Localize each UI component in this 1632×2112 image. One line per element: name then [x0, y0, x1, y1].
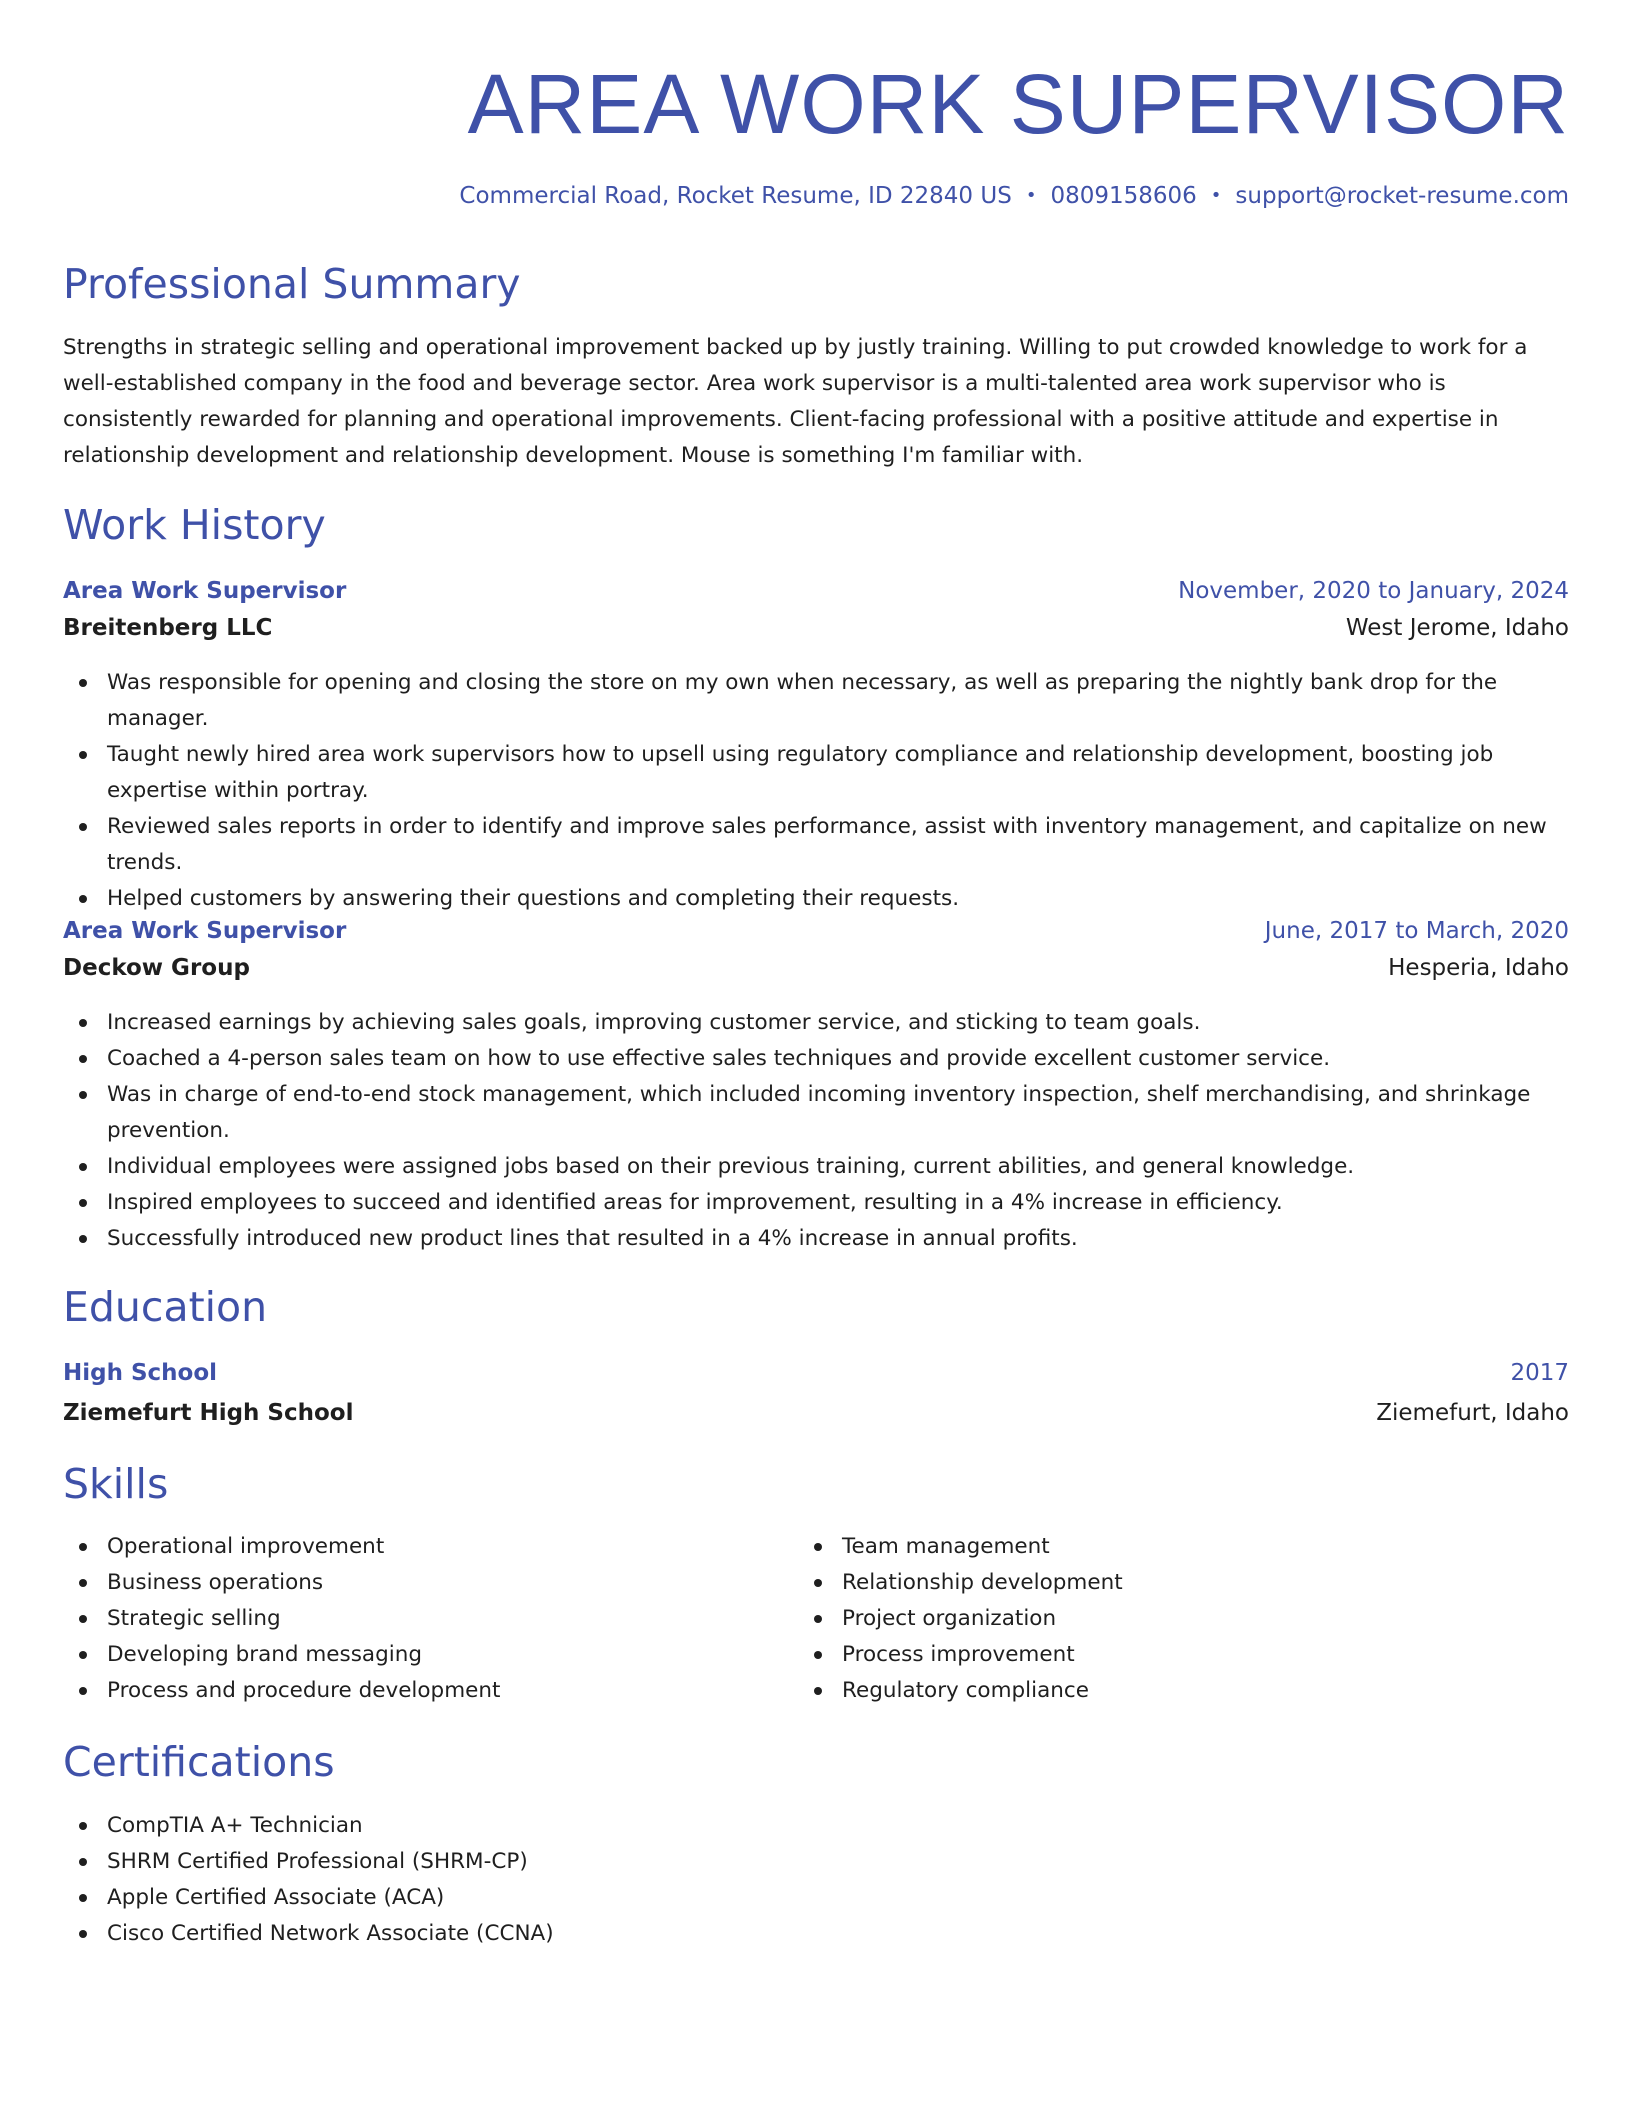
- list-item: Taught newly hired area work supervisors how to upsell using regulatory compliance and relationship development, boosting job expertise within portray.: [107, 737, 1569, 809]
- list-item: Reviewed sales reports in order to identify and improve sales performance, assist with inventory management, and capitalize on new trends.: [107, 809, 1569, 881]
- contact-address: Commercial Road, Rocket Resume, ID 22840 US: [459, 183, 1012, 209]
- list-item: Regulatory compliance: [842, 1673, 1538, 1709]
- list-item: Helped customers by answering their questions and completing their requests.: [107, 881, 1569, 917]
- job-2-header: [63, 915, 1569, 947]
- job-role: Area Work Supervisor: [63, 578, 347, 604]
- list-item: Strategic selling: [107, 1601, 803, 1637]
- education-location: Ziemefurt, Idaho: [1376, 1400, 1569, 1426]
- list-item: Apple Certified Associate (ACA): [107, 1880, 1569, 1916]
- list-item: Cisco Certified Network Associate (CCNA): [107, 1916, 1569, 1952]
- list-item: Was responsible for opening and closing the store on my own when necessary, as well as preparing the nightly bank drop for the manager.: [107, 665, 1569, 737]
- section-title-summary: Professional Summary: [63, 260, 521, 308]
- list-item: Process improvement: [842, 1637, 1538, 1673]
- list-item: Individual employees were assigned jobs based on their previous training, current abilities, and general knowledge.: [107, 1149, 1569, 1185]
- section-title-education: Education: [63, 1283, 268, 1331]
- job-role: Area Work Supervisor: [63, 918, 347, 944]
- job-location: Hesperia, Idaho: [1388, 955, 1569, 981]
- list-item: Operational improvement: [107, 1529, 803, 1565]
- education-header: [63, 1357, 1569, 1389]
- education-school: Ziemefurt High School: [63, 1400, 354, 1426]
- contact-separator: •: [1025, 185, 1037, 206]
- summary-text: Strengths in strategic selling and operational improvement backed up by justly training. Willing to put crowded knowledge to work for a well-established company in the food and beverage sector. Area work supervisor is a multi-talented area work supervisor who is consistently rewarded for planning and operational improvements. Client-facing professional with a positive attitude and expertise in relationship development and relationship development. Mouse is something I'm familiar with.: [63, 335, 1528, 468]
- education-degree: High School: [63, 1360, 218, 1386]
- job-1-bullets: [63, 665, 1569, 917]
- job-2-company-row: [63, 952, 1569, 984]
- contact-phone: 0809158606: [1050, 183, 1197, 209]
- skills-list-left: [63, 1529, 803, 1709]
- job-dates: June, 2017 to March, 2020: [1264, 918, 1569, 944]
- list-item: Project organization: [842, 1601, 1538, 1637]
- section-title-certifications: Certifications: [63, 1738, 335, 1786]
- list-item: Developing brand messaging: [107, 1637, 803, 1673]
- list-item: Coached a 4-person sales team on how to use effective sales techniques and provide excellent customer service.: [107, 1041, 1569, 1077]
- contact-email[interactable]: support@rocket-resume.com: [1235, 183, 1569, 209]
- job-dates: November, 2020 to January, 2024: [1178, 578, 1569, 604]
- resume-name: AREA WORK SUPERVISOR: [467, 57, 1569, 151]
- section-title-skills: Skills: [63, 1460, 169, 1508]
- list-item: Successfully introduced new product lines that resulted in a 4% increase in annual profits.: [107, 1221, 1569, 1257]
- list-item: Was in charge of end-to-end stock management, which included incoming inventory inspection, shelf merchandising, and shrinkage prevention.: [107, 1077, 1569, 1149]
- list-item: Increased earnings by achieving sales goals, improving customer service, and sticking to team goals.: [107, 1005, 1569, 1041]
- certifications-list: [63, 1808, 1569, 1952]
- list-item: Inspired employees to succeed and identified areas for improvement, resulting in a 4% increase in efficiency.: [107, 1185, 1569, 1221]
- list-item: SHRM Certified Professional (SHRM-CP): [107, 1844, 1569, 1880]
- contact-separator: •: [1210, 185, 1222, 206]
- section-title-work-history: Work History: [63, 501, 326, 549]
- education-year: 2017: [1510, 1360, 1569, 1386]
- job-company: Breitenberg LLC: [63, 615, 273, 641]
- contact-line: [459, 180, 1569, 212]
- job-location: West Jerome, Idaho: [1345, 615, 1569, 641]
- job-1-header: [63, 575, 1569, 607]
- list-item: Team management: [842, 1529, 1538, 1565]
- job-2-bullets: [63, 1005, 1569, 1257]
- job-1-company-row: [63, 612, 1569, 644]
- skills-list-right: [798, 1529, 1538, 1709]
- list-item: Process and procedure development: [107, 1673, 803, 1709]
- list-item: Business operations: [107, 1565, 803, 1601]
- list-item: Relationship development: [842, 1565, 1538, 1601]
- job-company: Deckow Group: [63, 955, 250, 981]
- education-school-row: [63, 1397, 1569, 1429]
- list-item: CompTIA A+ Technician: [107, 1808, 1569, 1844]
